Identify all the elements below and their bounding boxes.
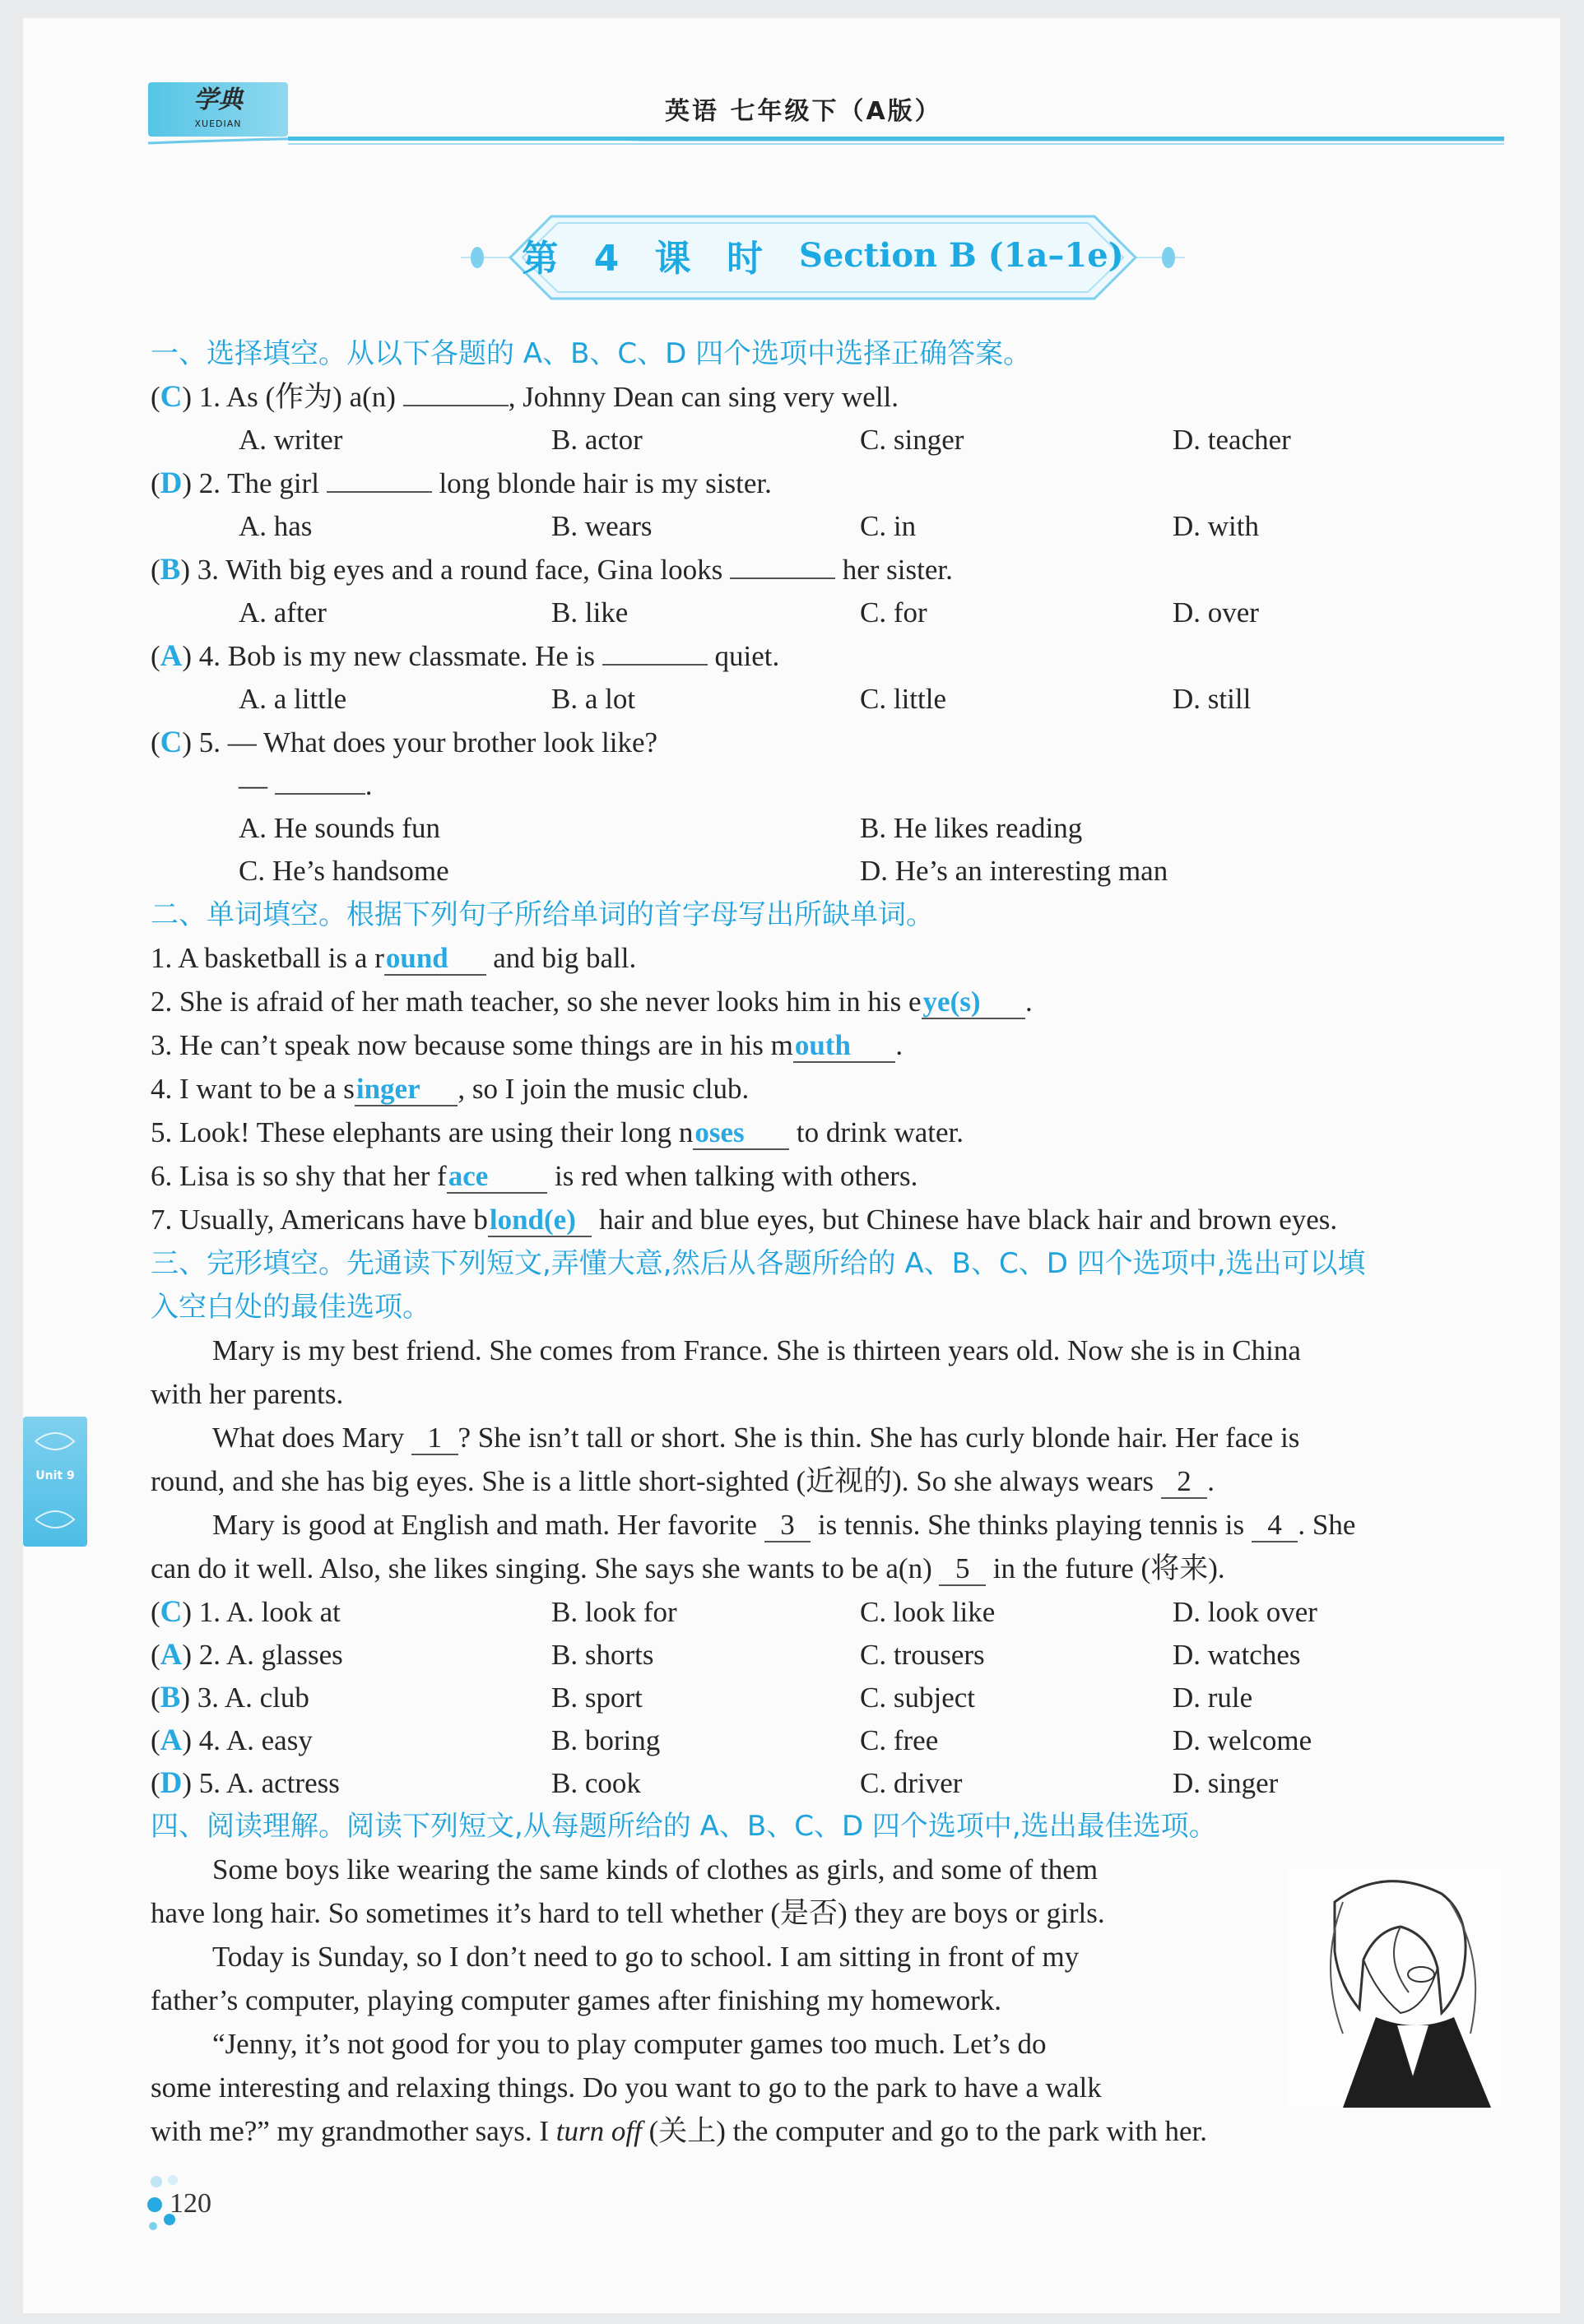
cloze-line (151, 1551, 1225, 1587)
option: 1. A. look at (198, 1596, 341, 1628)
option: C. in (860, 510, 917, 542)
question-stem-end: her sister. (842, 554, 953, 586)
p2-item (151, 1115, 964, 1151)
cloze-line (212, 1420, 1299, 1456)
option: C. free (860, 1724, 939, 1756)
blank-number: 5 (955, 1552, 970, 1584)
option: D. welcome (1173, 1724, 1312, 1756)
cloze-q2: (A) 2. A. glasses (151, 1638, 343, 1672)
p1-q5-response: — . (239, 769, 373, 801)
p1-q4: (A) 4. Bob is my new classmate. He is quiet. (151, 639, 780, 673)
option: B. boring (551, 1724, 661, 1756)
cloze-blank[interactable] (1161, 1465, 1208, 1499)
reading-line: have long hair. So sometimes it’s hard to tell whether (是否) they are boys or girls. (151, 1897, 1105, 1929)
logo-english: XUEDIAN (194, 118, 242, 129)
option: D. still (1173, 683, 1252, 715)
p2-item (151, 1071, 749, 1107)
option: B. like (551, 596, 629, 629)
blank-number: 3 (780, 1509, 795, 1541)
option: B. cook (551, 1767, 641, 1799)
question-stem: As (作为) a(n) (225, 381, 396, 413)
p1-q3: (B) 3. With big eyes and a round face, Gina looks her sister. (151, 553, 953, 587)
filled-answer: inger (355, 1073, 420, 1105)
sentence-end: and big ball. (485, 942, 637, 974)
option: C. for (860, 596, 927, 629)
answer-blank[interactable] (922, 986, 1025, 1019)
option: C. driver (860, 1767, 963, 1799)
option: C. trousers (860, 1639, 985, 1671)
text: Mary is good at English and math. Her favorite (212, 1509, 757, 1541)
book-title: 英语 七年级下（A版） (665, 97, 942, 126)
answer-blank[interactable] (327, 470, 432, 493)
question-number: 1. (198, 381, 221, 413)
answer-blank[interactable] (730, 556, 835, 579)
text: . She (1298, 1509, 1356, 1541)
question-number: 3. (197, 554, 219, 586)
answer-blank[interactable] (602, 642, 708, 666)
answer: B (160, 1681, 181, 1714)
text: What does Mary (212, 1422, 405, 1454)
header-rule (288, 137, 1504, 141)
option: D. teacher (1173, 424, 1291, 456)
option: D. over (1173, 596, 1259, 629)
reading-line: “Jenny, it’s not good for you to play computer games too much. Let’s do (212, 2028, 1047, 2060)
cloze-q5: (D) 5. A. actress (151, 1766, 340, 1800)
option: A. writer (239, 424, 343, 456)
option: C. He’s handsome (239, 855, 449, 887)
sentence-end: is red when talking with others. (547, 1160, 918, 1192)
option: A. a little (239, 683, 347, 715)
option: B. He likes reading (860, 812, 1083, 844)
cloze-line (151, 1464, 1215, 1500)
sentence-start: 3. He can’t speak now because some things are in his m (151, 1029, 793, 1061)
answer: B (160, 553, 181, 587)
sentence-start: 7. Usually, Americans have b (151, 1204, 488, 1236)
sentence-start: 5. Look! These elephants are using their long n (151, 1116, 694, 1148)
answer-blank[interactable] (355, 1073, 458, 1106)
option: B. actor (551, 424, 643, 456)
dash: — (239, 769, 267, 801)
option: D. rule (1173, 1682, 1253, 1714)
cloze-blank[interactable] (411, 1422, 458, 1455)
option: 4. A. easy (198, 1724, 313, 1756)
blank-number: 2 (1177, 1465, 1191, 1497)
header-rule-thin (288, 143, 1504, 145)
sentence-start: 6. Lisa is so shy that her f (151, 1160, 447, 1192)
sentence-start: 4. I want to be a s (151, 1073, 355, 1105)
page-number: 120 (170, 2188, 211, 2219)
answer: A (160, 1638, 183, 1672)
question-stem-end: long blonde hair is my sister. (439, 467, 772, 499)
answer: D (160, 466, 183, 500)
part2-heading: 二、单词填空。根据下列句子所给单词的首字母写出所缺单词。 (151, 898, 934, 931)
anime-character-illustration (1285, 1869, 1501, 2108)
option: B. look for (551, 1596, 677, 1628)
cloze-blank[interactable] (939, 1552, 986, 1586)
filled-answer: ound (385, 942, 448, 974)
option: 3. A. club (197, 1682, 309, 1714)
filled-answer: ace (448, 1160, 489, 1192)
answer: D (160, 1766, 183, 1800)
question-stem: — What does your brother look like? (227, 726, 658, 758)
option: A. has (239, 510, 313, 542)
question-number: 4. (198, 640, 221, 672)
answer-blank[interactable] (447, 1160, 548, 1194)
question-stem: Bob is my new classmate. He is (227, 640, 595, 672)
answer-blank[interactable] (403, 383, 509, 406)
option: 5. A. actress (198, 1767, 340, 1799)
answer: C (160, 1595, 183, 1629)
option: C. singer (860, 424, 964, 456)
text: can do it well. Also, she likes singing. She says she wants to be a(n) (151, 1552, 932, 1584)
reading-line: some interesting and relaxing things. Do you want to go to the park to have a walk (151, 2071, 1102, 2104)
cloze-q4: (A) 4. A. easy (151, 1723, 313, 1757)
reading-line: Some boys like wearing the same kinds of clothes as girls, and some of them (212, 1853, 1099, 1886)
part3-heading: 三、完形填空。先通读下列短文,弄懂大意,然后从各题所给的 A、B、C、D 四个选项中,选出可以填 (151, 1247, 1366, 1280)
part3-heading-cont: 入空白处的最佳选项。 (151, 1291, 430, 1324)
option: C. look like (860, 1596, 996, 1628)
sentence-end: hair and blue eyes, but Chinese have black hair and brown eyes. (592, 1204, 1338, 1236)
text: ? She isn’t tall or short. She is thin. She has curly blonde hair. Her face is (458, 1422, 1300, 1454)
lesson-number: 第 4 课 时 (522, 238, 774, 280)
cloze-line: with her parents. (151, 1378, 344, 1410)
question-number: 2. (198, 467, 221, 499)
filled-answer: ye(s) (922, 986, 981, 1018)
option: C. subject (860, 1682, 975, 1714)
sentence-start: 1. A basketball is a r (151, 942, 384, 974)
question-stem-end: quiet. (714, 640, 780, 672)
text: (关上) the computer and go to the park with her. (648, 2115, 1208, 2147)
part4-heading: 四、阅读理解。阅读下列短文,从每题所给的 A、B、C、D 四个选项中,选出最佳选项。 (151, 1810, 1217, 1843)
answer-blank[interactable] (793, 1029, 896, 1063)
p1-q1: (C) 1. As (作为) a(n) , Johnny Dean can sing very well. (151, 380, 899, 414)
p2-item (151, 940, 636, 976)
filled-answer: outh (794, 1029, 851, 1061)
sentence-start: 2. She is afraid of her math teacher, so she never looks him in his e (151, 986, 922, 1018)
question-stem: With big eyes and a round face, Gina looks (225, 554, 723, 586)
option: D. singer (1173, 1767, 1279, 1799)
option: A. after (239, 596, 327, 629)
text: round, and she has big eyes. She is a little short-sighted (近视的). So she always wears (151, 1465, 1154, 1497)
option: B. wears (551, 510, 653, 542)
text: is tennis. She thinks playing tennis is (817, 1509, 1245, 1541)
filled-answer: oses (694, 1116, 745, 1148)
italic-phrase: turn off (555, 2115, 642, 2147)
sentence-end: . (895, 1029, 903, 1061)
question-stem: The girl (227, 467, 319, 499)
p1-q2: (D) 2. The girl long blonde hair is my sister. (151, 466, 772, 500)
option: D. with (1173, 510, 1259, 542)
p2-item (151, 1202, 1337, 1238)
reading-line (151, 2113, 1207, 2150)
option: 2. A. glasses (198, 1639, 343, 1671)
answer: A (160, 639, 183, 673)
answer-blank[interactable] (488, 1204, 592, 1237)
filled-answer: lond(e) (489, 1204, 576, 1236)
option: D. He’s an interesting man (860, 855, 1168, 887)
answer: C (160, 726, 183, 759)
option: D. look over (1173, 1596, 1317, 1628)
reading-line: Today is Sunday, so I don’t need to go to school. I am sitting in front of my (212, 1941, 1080, 1973)
text: . (1207, 1465, 1215, 1497)
reading-line: father’s computer, playing computer games after finishing my homework. (151, 1984, 1002, 2016)
sentence-end: , so I join the music club. (458, 1073, 750, 1105)
cloze-q1: (C) 1. A. look at (151, 1595, 341, 1629)
lesson-section: Section B (1a–1e) (798, 235, 1124, 275)
cloze-blank[interactable] (1252, 1509, 1298, 1542)
answer-blank[interactable] (693, 1116, 789, 1150)
option: C. little (860, 683, 946, 715)
answer-blank[interactable] (384, 942, 486, 976)
sentence-end: to drink water. (789, 1116, 964, 1148)
option: B. sport (551, 1682, 643, 1714)
option: D. watches (1173, 1639, 1301, 1671)
cloze-q3: (B) 3. A. club (151, 1681, 309, 1714)
publisher-logo (148, 82, 288, 137)
cloze-line: Mary is my best friend. She comes from France. She is thirteen years old. Now she is in China (212, 1334, 1301, 1366)
blank-number: 1 (427, 1422, 443, 1454)
unit-side-tab (23, 1417, 87, 1547)
blank-number: 4 (1267, 1509, 1282, 1541)
p2-item (151, 1158, 917, 1194)
option: B. a lot (551, 683, 636, 715)
answer: C (160, 380, 183, 414)
answer-blank[interactable] (275, 772, 365, 795)
lesson-banner (461, 210, 1185, 300)
part1-heading: 一、选择填空。从以下各题的 A、B、C、D 四个选项中选择正确答案。 (151, 337, 1032, 370)
option: A. He sounds fun (239, 812, 440, 844)
logo-chinese: 学典 (193, 86, 243, 114)
cloze-line (212, 1507, 1355, 1543)
answer: A (160, 1723, 183, 1757)
p1-q5: (C) 5. — What does your brother look like? (151, 726, 658, 759)
sentence-end: . (1025, 986, 1033, 1018)
question-number: 5. (198, 726, 221, 758)
p2-item (151, 984, 1033, 1020)
unit-label: Unit 9 (35, 1469, 75, 1482)
question-stem-end: , Johnny Dean can sing very well. (508, 381, 899, 413)
cloze-blank[interactable] (764, 1509, 811, 1542)
text: with me?” my grandmother says. I (151, 2115, 550, 2147)
p2-item (151, 1027, 903, 1064)
option: B. shorts (551, 1639, 654, 1671)
text: in the future (将来). (992, 1552, 1225, 1584)
